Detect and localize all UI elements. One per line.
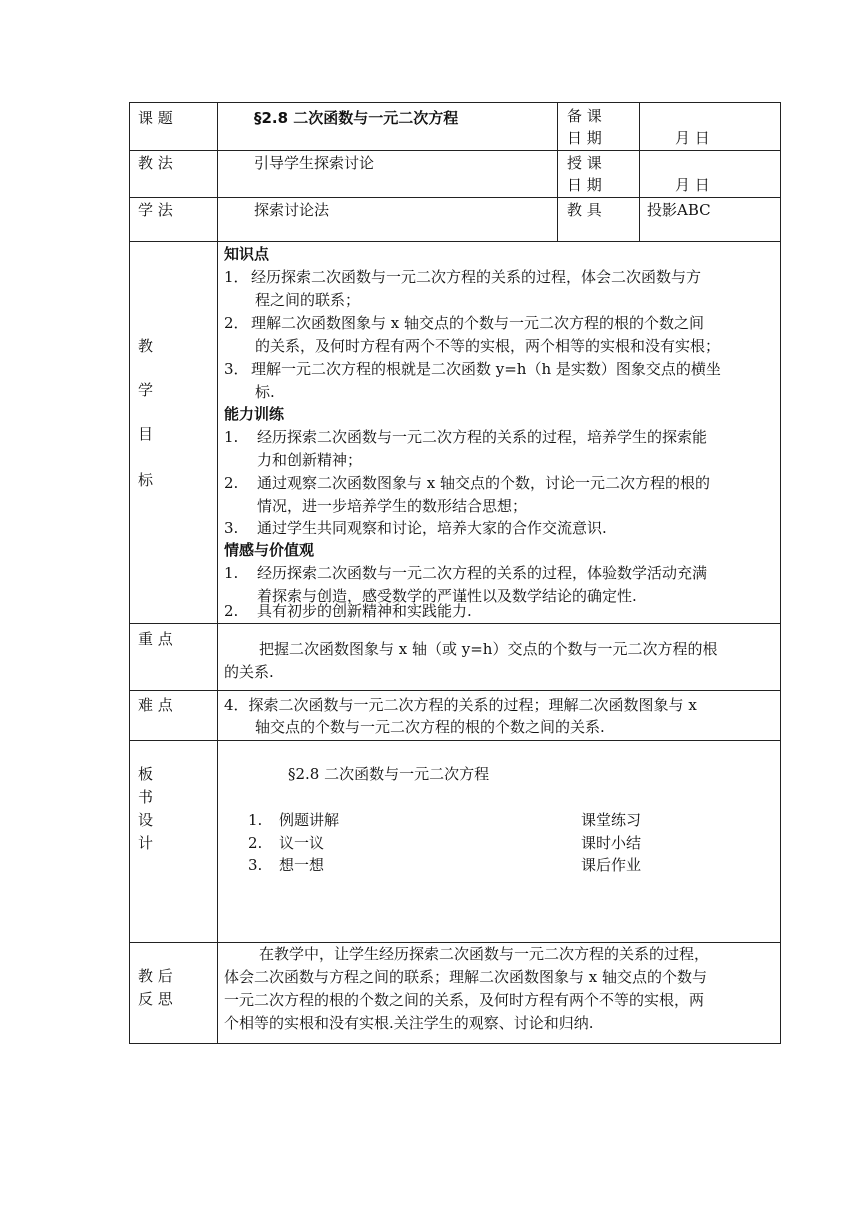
objectives-label-char: 标 <box>138 471 154 489</box>
knowledge-item-text: 经历探索二次函数与一元二次方程的关系的过程，体会二次函数与方 <box>251 268 702 286</box>
emotion-item-text: 经历探索二次函数与一元二次方程的关系的过程，体验数学活动充满 <box>257 564 708 582</box>
knowledge-title: 知识点 <box>224 245 270 263</box>
emotion-item-text: 具有初步的创新精神和实践能力. <box>257 602 472 620</box>
emotion-title: 情感与价值观 <box>224 541 315 559</box>
method-value: 引导学生探索讨论 <box>254 154 375 172</box>
ability-title: 能力训练 <box>224 405 285 423</box>
tools-label: 教 具 <box>567 201 602 219</box>
tools-value: 投影ABC <box>647 201 711 219</box>
teach-date-label: 日 期 <box>567 176 602 194</box>
emotion-item-num: 2. <box>224 602 239 620</box>
reflection-label: 反 思 <box>138 990 173 1008</box>
prep-date-label: 备 课 <box>567 107 602 125</box>
reflection-line: 个相等的实根和没有实根.关注学生的观察、讨论和归纳. <box>224 1014 594 1032</box>
emotion-item-num: 1. <box>224 564 239 582</box>
header-column-divider <box>557 103 558 241</box>
row-divider <box>130 690 780 691</box>
ability-item-num: 3. <box>224 519 239 537</box>
emotion-item-text: 着探索与创造，感受数学的严谨性以及数学结论的确定性. <box>257 587 637 605</box>
objectives-label-char: 目 <box>138 425 154 443</box>
lesson-plan-table <box>129 102 781 1044</box>
reflection-line: 体会二次函数与方程之间的联系；理解二次函数图象与 x 轴交点的个数与 <box>224 968 707 986</box>
teach-date-label: 授 课 <box>567 154 602 172</box>
prep-date-value: 月 日 <box>675 129 710 147</box>
knowledge-item-text: 程之间的联系； <box>255 291 361 309</box>
objectives-label-char: 学 <box>138 381 154 399</box>
board-label-char: 设 <box>138 811 154 829</box>
knowledge-item-num: 1． <box>224 268 249 286</box>
board-item-num: 2. <box>248 834 263 852</box>
board-label-char: 板 <box>138 765 154 783</box>
reflection-line: 一元二次方程的根的个数之间的关系，及何时方程有两个不等的实根，两 <box>224 991 705 1009</box>
objectives-label-char: 教 <box>138 337 154 355</box>
board-right-item: 课堂练习 <box>581 811 642 829</box>
board-item-text: 想一想 <box>279 856 325 874</box>
method-label: 教 法 <box>138 154 173 172</box>
teach-date-value: 月 日 <box>675 176 710 194</box>
board-item-text: 议一议 <box>279 834 325 852</box>
board-item-num: 1. <box>248 811 263 829</box>
knowledge-item-text: 理解二次函数图象与 x 轴交点的个数与一元二次方程的根的个数之间 <box>251 314 704 332</box>
knowledge-item-text: 标. <box>255 383 275 401</box>
row-divider <box>130 241 780 242</box>
ability-item-text: 通过观察二次函数图象与 x 轴交点的个数，讨论一元二次方程的根的 <box>257 474 710 492</box>
knowledge-item-num: 3． <box>224 360 249 378</box>
ability-item-text: 经历探索二次函数与一元二次方程的关系的过程，培养学生的探索能 <box>257 428 708 446</box>
board-label-char: 书 <box>138 788 154 806</box>
knowledge-item-num: 2． <box>224 314 249 332</box>
prep-date-label: 日 期 <box>567 129 602 147</box>
board-title: §2.8 二次函数与一元二次方程 <box>288 765 490 783</box>
ability-item-text: 情况，进一步培养学生的数形结合思想； <box>257 497 528 515</box>
row-divider <box>130 150 780 151</box>
topic-label: 课 题 <box>138 109 173 127</box>
row-divider <box>130 740 780 741</box>
key-point-label: 重 点 <box>138 630 173 648</box>
knowledge-item-text: 的关系，及何时方程有两个不等的实根，两个相等的实根和没有实根； <box>255 337 721 355</box>
difficulty-text: 轴交点的个数与一元二次方程的根的个数之间的关系. <box>255 718 605 736</box>
key-point-text: 把握二次函数图象与 x 轴（或 y=h）交点的个数与一元二次方程的根 <box>259 640 718 658</box>
difficulty-text: 4．探索二次函数与一元二次方程的关系的过程；理解二次函数图象与 x <box>224 696 697 714</box>
row-divider <box>130 623 780 624</box>
key-point-text: 的关系. <box>224 663 274 681</box>
board-right-item: 课时小结 <box>581 834 642 852</box>
row-divider <box>130 197 780 198</box>
header-column-divider <box>639 103 640 241</box>
board-item-text: 例题讲解 <box>279 811 340 829</box>
ability-item-text: 力和创新精神； <box>257 451 363 469</box>
reflection-line: 在教学中，让学生经历探索二次函数与一元二次方程的关系的过程， <box>259 945 710 963</box>
ability-item-num: 1. <box>224 428 239 446</box>
ability-item-text: 通过学生共同观察和讨论，培养大家的合作交流意识. <box>257 519 607 537</box>
ability-item-num: 2. <box>224 474 239 492</box>
board-item-num: 3. <box>248 856 263 874</box>
study-label: 学 法 <box>138 201 173 219</box>
difficulty-label: 难 点 <box>138 696 173 714</box>
board-label-char: 计 <box>138 834 154 852</box>
board-right-item: 课后作业 <box>581 856 642 874</box>
reflection-label: 教 后 <box>138 967 173 985</box>
topic-value: §2.8 二次函数与一元二次方程 <box>254 109 459 127</box>
study-value: 探索讨论法 <box>254 201 330 219</box>
label-column-divider <box>217 103 218 1043</box>
knowledge-item-text: 理解一元二次方程的根就是二次函数 y=h（h 是实数）图象交点的横坐 <box>251 360 721 378</box>
